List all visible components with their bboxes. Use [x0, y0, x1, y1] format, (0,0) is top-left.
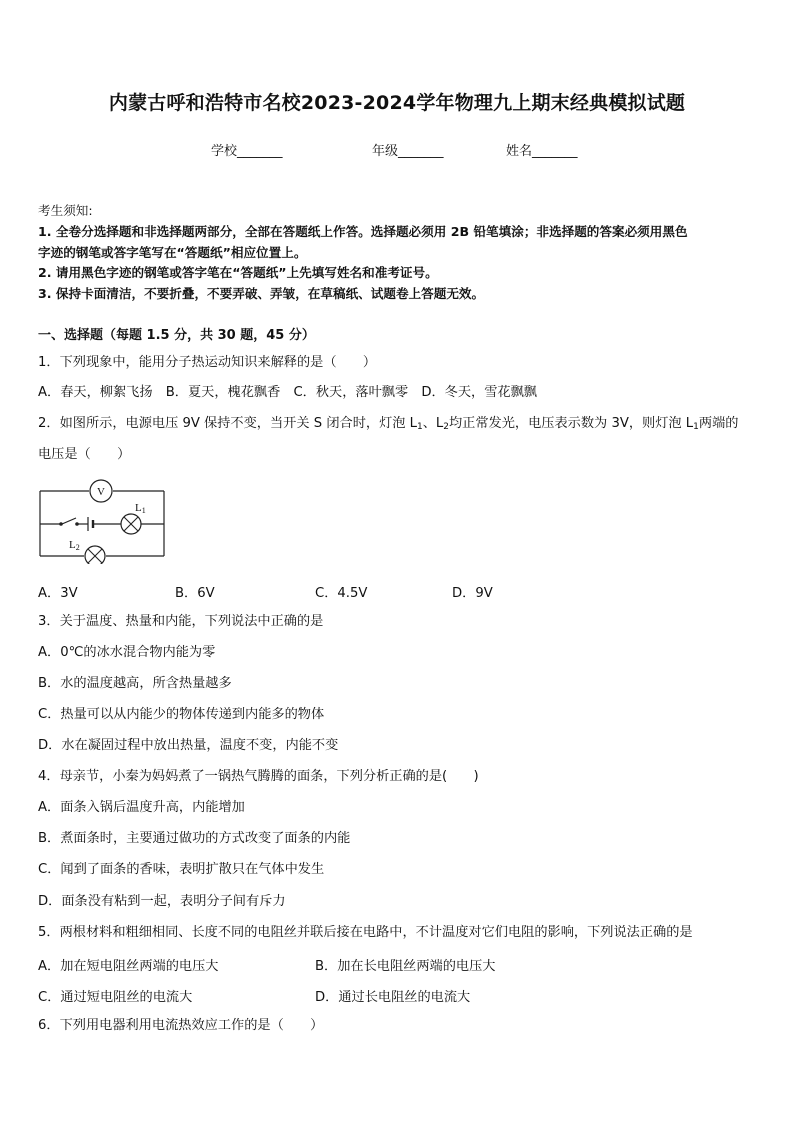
q4-stem: 4．母亲节，小秦为妈妈煮了一锅热气腾腾的面条，下列分析正确的是( ) [38, 769, 479, 784]
q2-sub-1: 1 [416, 422, 423, 432]
lamp-l2-icon [85, 546, 105, 564]
voltmeter-label: V [97, 486, 105, 498]
q4-option-d: D．面条没有粘到一起，表明分子间有斥力 [38, 894, 286, 909]
q3-option-d: D．水在凝固过程中放出热量，温度不变，内能不变 [38, 738, 339, 753]
q2-sep: 、L [422, 416, 444, 431]
q4-option-c: C．闻到了面条的香味，表明扩散只在气体中发生 [38, 862, 325, 877]
q2-sub-3: 1 [693, 422, 699, 432]
lamp-l2-sub: 2 [75, 543, 80, 552]
q2-stem-part-a: 2．如图所示，电源电压 9V 保持不变，当开关 S 闭合时，灯泡 L [38, 416, 417, 431]
q1-options: A．春天，柳絮飞扬 B．夏天，槐花飘香 C．秋天，落叶飘零 D．冬天，雪花飘飘 [38, 385, 537, 400]
notice-item-2: 2. 请用黑色字迹的钢笔或答字笔在“答题纸”上先填写姓名和准考证号。 [38, 265, 438, 280]
lamp-l2-label [69, 539, 80, 552]
q4-option-b: B．煮面条时，主要通过做功的方式改变了面条的内能 [38, 831, 351, 846]
school-label: 学校 [211, 144, 238, 159]
lamp-l1-sub: 1 [141, 506, 146, 515]
q2-option-c: C．4.5V [315, 586, 368, 601]
grade-blank: _______ [398, 144, 444, 159]
school-blank: _______ [237, 144, 283, 159]
grade-field [372, 140, 444, 159]
q1-stem: 1．下列现象中，能用分子热运动知识来解释的是（ ） [38, 355, 377, 370]
q2-stem-part-c: 两端的 [698, 416, 739, 431]
lamp-l2-letter: L [69, 539, 76, 551]
school-field [211, 140, 283, 159]
q3-option-a: A．0℃的冰水混合物内能为零 [38, 645, 216, 660]
notice-item-1a: 1. 全卷分选择题和非选择题两部分，全部在答题纸上作答。选择题必须用 2B 铅笔填涂；非选择题的答案必须用黑色 [38, 224, 688, 239]
q3-stem: 3．关于温度、热量和内能，下列说法中正确的是 [38, 614, 324, 629]
q3-option-b: B．水的温度越高，所含热量越多 [38, 676, 232, 691]
q2-option-b: B．6V [175, 586, 215, 601]
q5-option-a: A．加在短电阻丝两端的电压大 [38, 959, 219, 974]
q2-stem [38, 415, 738, 436]
notice-heading: 考生须知: [38, 203, 93, 218]
lamp-l1-letter: L [135, 502, 142, 514]
q5-option-c: C．通过短电阻丝的电流大 [38, 990, 193, 1005]
q5-option-b: B．加在长电阻丝两端的电压大 [315, 959, 496, 974]
q5-option-d: D．通过长电阻丝的电流大 [315, 990, 471, 1005]
page-title: 内蒙古呼和浩特市名校2023-2024学年物理九上期末经典模拟试题 [108, 92, 686, 114]
q6-stem: 6．下列用电器利用电流热效应工作的是（ ） [38, 1018, 324, 1033]
q2-sub-2: 2 [443, 422, 449, 432]
section-heading: 一、选择题（每题 1.5 分，共 30 题，45 分） [38, 328, 315, 343]
name-label: 姓名 [506, 144, 533, 159]
switch-contact-right [75, 522, 79, 526]
lamp-l1-label [135, 502, 146, 515]
q2-option-d: D．9V [452, 586, 493, 601]
grade-label: 年级 [372, 144, 399, 159]
notice-item-1b: 字迹的钢笔或答字笔写在“答题纸”相应位置上。 [38, 245, 307, 260]
switch-contact-left [59, 522, 63, 526]
name-field [506, 140, 578, 159]
notice-item-3: 3. 保持卡面清洁，不要折叠，不要弄破、弄皱，在草稿纸、试题卷上答题无效。 [38, 286, 485, 301]
q5-stem: 5．两根材料和粗细相同、长度不同的电阻丝并联后接在电路中，不计温度对它们电阻的影响，下列说法正确的是 [38, 925, 693, 940]
q4-option-a: A．面条入锅后温度升高，内能增加 [38, 800, 245, 815]
q2-option-a: A．3V [38, 586, 78, 601]
circuit-diagram [36, 474, 171, 564]
name-blank: _______ [532, 144, 578, 159]
switch-arm [62, 518, 76, 524]
q2-stem-part-b: 均正常发光，电压表示数为 3V，则灯泡 L [449, 416, 694, 431]
q2-stem-line2: 电压是（ ） [38, 447, 131, 462]
q3-option-c: C．热量可以从内能少的物体传递到内能多的物体 [38, 707, 325, 722]
